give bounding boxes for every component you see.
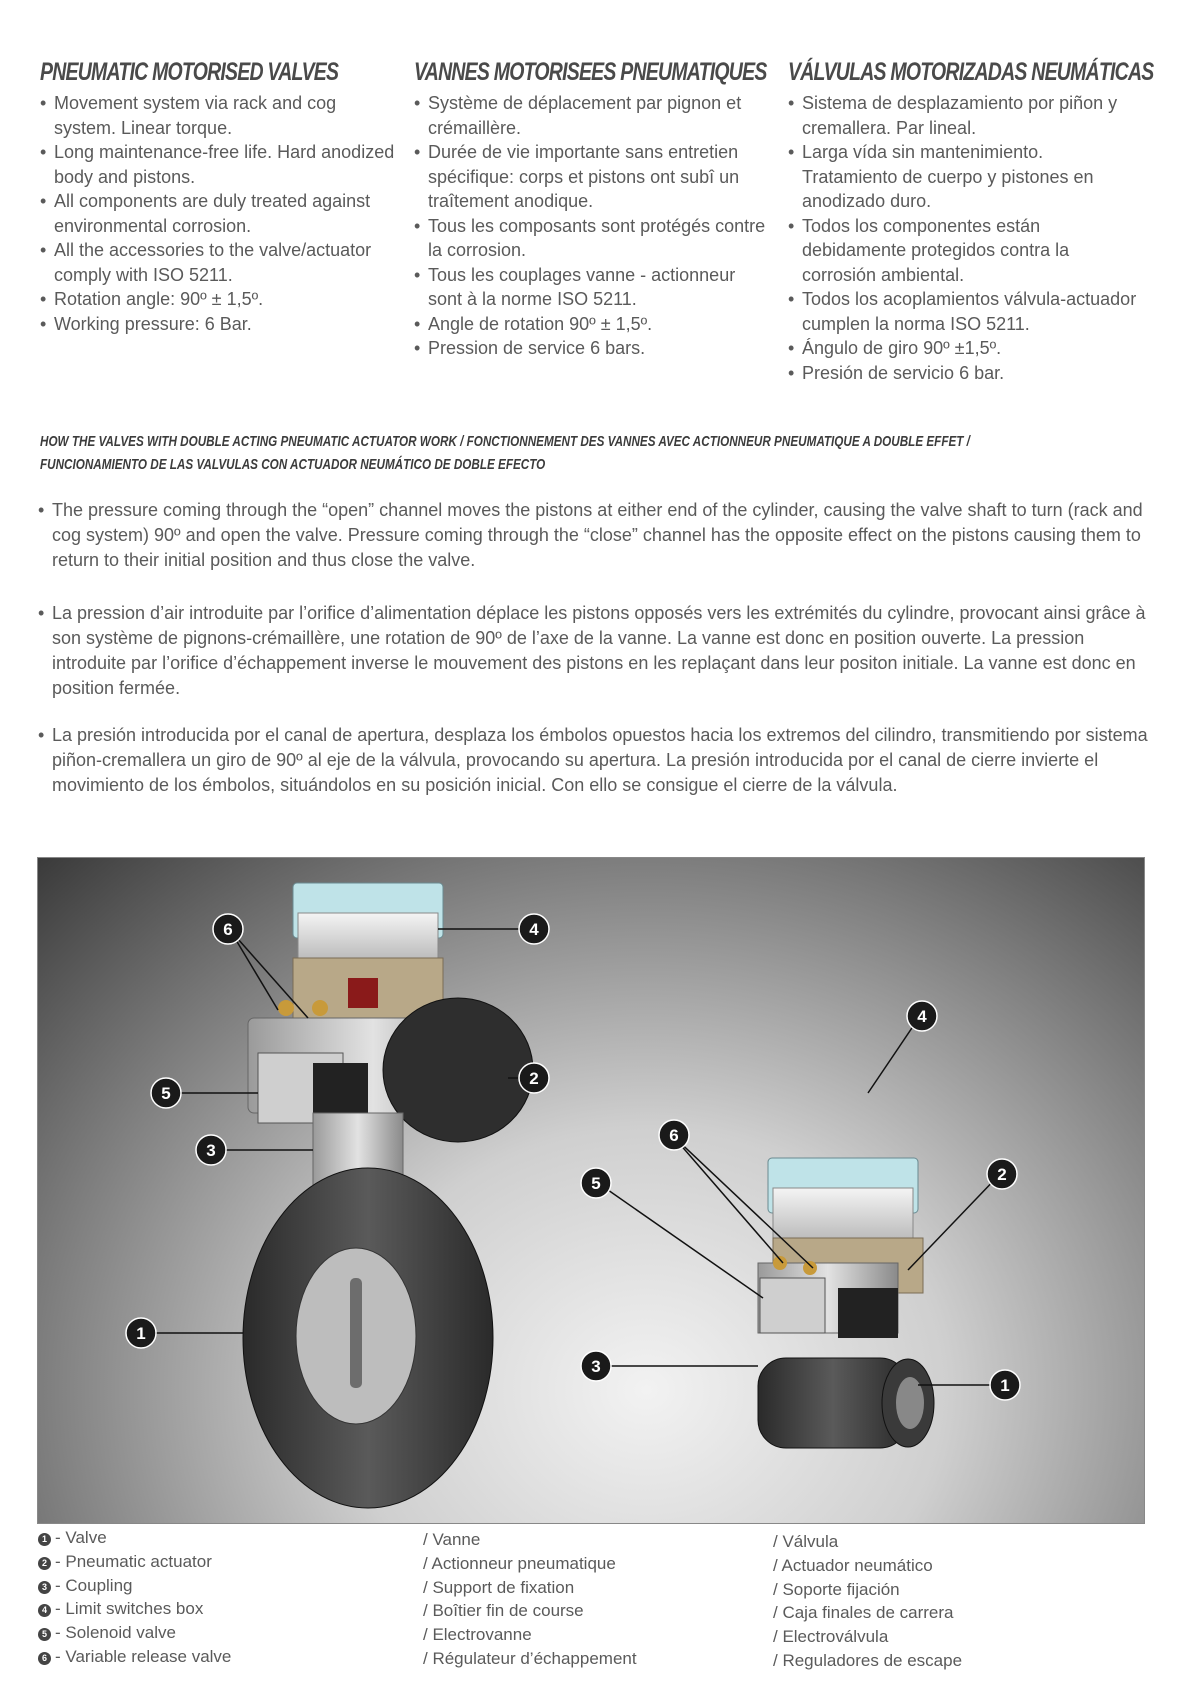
svg-text:4: 4 xyxy=(529,920,539,939)
legend-item: 5 - Solenoid valve xyxy=(38,1621,231,1645)
legend-item: / Vanne xyxy=(423,1530,481,1549)
feature-item: • Tous les couplages vanne - actionneur sont à la norme ISO 5211. xyxy=(414,263,774,312)
feature-item: • Durée de vie importante sans entretien spécifique: corps et pistons ont subî un traîtement anodique. xyxy=(414,140,774,214)
legend-item: 1 - Valve xyxy=(38,1526,231,1550)
legend-item: / Caja finales de carrera xyxy=(773,1603,954,1623)
svg-text:6: 6 xyxy=(223,920,233,939)
feature-item: • Système de déplacement par pignon et crémaillère. xyxy=(414,91,774,140)
legend-item: / Support de fixation xyxy=(423,1577,575,1597)
feature-item: • Todos los acoplamientos válvula-actuador cumplen la norma ISO 5211. xyxy=(788,287,1138,336)
svg-text:3: 3 xyxy=(206,1141,216,1160)
svg-text:1: 1 xyxy=(136,1324,146,1343)
butterfly-valve-assembly xyxy=(243,883,533,1508)
legend-item: / Electrovanne xyxy=(423,1625,532,1645)
paragraph-english: • The pressure coming through the “open” channel moves the pistons at either end of the cylinder, causing the valve shaft to turn (rack and cog system) 90º and open the valve. Pressure coming through the “close” channel has the opposite effect on the pistons causing them to return to their initial position and thus close the valve. xyxy=(38,498,1152,573)
svg-text:2: 2 xyxy=(997,1165,1007,1184)
feature-item: • Angle de rotation 90º ± 1,5º. xyxy=(414,312,774,337)
legend-item: 6 - Variable release valve xyxy=(38,1645,231,1669)
legend-item: / Reguladores de escape xyxy=(773,1650,963,1670)
callout-1-right xyxy=(990,1370,1020,1400)
svg-text:5: 5 xyxy=(161,1084,171,1103)
column-title: VANNES MOTORISEES PNEUMATIQUES xyxy=(414,58,767,86)
legend-item: 3 - Coupling xyxy=(38,1574,231,1598)
callout-4-left xyxy=(519,914,549,944)
svg-text:3: 3 xyxy=(591,1357,601,1376)
callout-3-right xyxy=(581,1351,611,1381)
callout-1-left xyxy=(126,1318,156,1348)
feature-item: • Tous les composants sont protégés contre la corrosion. xyxy=(414,214,774,263)
feature-item: • All the accessories to the valve/actuator comply with ISO 5211. xyxy=(40,238,400,287)
callout-6-right xyxy=(659,1120,689,1150)
callout-2-left xyxy=(519,1063,549,1093)
column-title: PNEUMATIC MOTORISED VALVES xyxy=(40,58,339,86)
legend-spanish xyxy=(773,1530,962,1673)
callout-5-right xyxy=(581,1168,611,1198)
callout-2-right xyxy=(987,1159,1017,1189)
feature-item: • Larga vída sin mantenimiento. Tratamiento de cuerpo y pistones en anodizado duro. xyxy=(788,140,1138,214)
legend-item: 4 - Limit switches box xyxy=(38,1597,231,1621)
paragraph-french: • La pression d’air introduite par l’orifice d’alimentation déplace les pistons opposés vers les extrémités du cylindre, provocant ainsi grâce à son système de pignons-crémaillère, une rotation de 90º de l’axe de la vanne. La vanne est donc en position ouverte. La pression introduite par l’orifice d’échappement inverse le mouvement des pistons en les replaçant dans leur positon initiale. La vanne est donc en position fermée. xyxy=(38,601,1152,701)
paragraph-spanish: • La presión introducida por el canal de apertura, desplaza los émbolos opuestos hacia los extremos del cilindro, transmitiendo por sistema piñon-cremallera un giro de 90º al eje de la válvula, provocando su apertura. La presión introducida por el canal de cierre invierte el movimiento de los émbolos, situándolos en su posición inicial. Con ello se consigue el cierre de la válvula. xyxy=(38,723,1152,798)
legend-item: / Soporte fijación xyxy=(773,1579,900,1599)
feature-item: • Todos los componentes están debidamente protegidos contra la corrosión ambiental. xyxy=(788,214,1138,288)
feature-item: • Ángulo de giro 90º ±1,5º. xyxy=(788,336,1138,361)
callout-3-left xyxy=(196,1135,226,1165)
callout-5-left xyxy=(151,1078,181,1108)
legend-number: 5 xyxy=(38,1628,51,1641)
legend-number: 2 xyxy=(38,1557,51,1570)
legend-item: / Electroválvula xyxy=(773,1627,889,1647)
feature-list xyxy=(788,91,1138,385)
feature-item: • Rotation angle: 90º ± 1,5º. xyxy=(40,287,400,312)
product-photo xyxy=(37,857,1145,1524)
feature-item: • Working pressure: 6 Bar. xyxy=(40,312,400,337)
legend-english xyxy=(38,1526,231,1669)
legend-item: / Boîtier fin de course xyxy=(423,1601,584,1621)
feature-list xyxy=(40,91,400,336)
legend-item: / Actionneur pneumatique xyxy=(423,1553,616,1573)
ball-valve-assembly xyxy=(758,1158,934,1448)
svg-text:2: 2 xyxy=(529,1069,539,1088)
legend-number: 6 xyxy=(38,1652,51,1665)
feature-item: • Presión de servicio 6 bar. xyxy=(788,361,1138,386)
feature-list xyxy=(414,91,774,361)
legend-item: 2 - Pneumatic actuator xyxy=(38,1550,231,1574)
feature-item: • Sistema de desplazamiento por piñon y cremallera. Par lineal. xyxy=(788,91,1138,140)
legend-french xyxy=(423,1528,637,1671)
feature-item: • Long maintenance-free life. Hard anodized body and pistons. xyxy=(40,140,400,189)
svg-text:5: 5 xyxy=(591,1174,601,1193)
svg-text:6: 6 xyxy=(669,1126,679,1145)
feature-item: • Movement system via rack and cog system. Linear torque. xyxy=(40,91,400,140)
svg-text:1: 1 xyxy=(1000,1376,1010,1395)
section-heading xyxy=(40,430,970,476)
column-english xyxy=(40,58,400,336)
legend-item: / Actuador neumático xyxy=(773,1555,933,1575)
column-title: VÁLVULAS MOTORIZADAS NEUMÁTICAS xyxy=(788,58,1154,86)
legend-item: / Régulateur d’échappement xyxy=(423,1648,637,1668)
legend-number: 3 xyxy=(38,1581,51,1594)
column-french xyxy=(414,58,774,361)
column-spanish xyxy=(788,58,1154,385)
callout-4-right xyxy=(907,1001,937,1031)
feature-item: • All components are duly treated against environmental corrosion. xyxy=(40,189,400,238)
svg-text:4: 4 xyxy=(917,1007,927,1026)
legend-item: / Válvula xyxy=(773,1532,839,1551)
section-heading-line: FUNCIONAMIENTO DE LAS VALVULAS CON ACTUADOR NEUMÁTICO DE DOBLE EFECTO xyxy=(40,456,546,473)
valves-illustration xyxy=(38,858,1144,1523)
legend-number: 1 xyxy=(38,1533,51,1546)
section-heading-line: HOW THE VALVES WITH DOUBLE ACTING PNEUMATIC ACTUATOR WORK / FONCTIONNEMENT DES VANNES AVEC ACTIONNEUR PNEUMATIQUE A DOUBLE EFFET / xyxy=(40,433,970,450)
legend-number: 4 xyxy=(38,1604,51,1617)
feature-item: • Pression de service 6 bars. xyxy=(414,336,774,361)
callout-6-left xyxy=(213,914,243,944)
